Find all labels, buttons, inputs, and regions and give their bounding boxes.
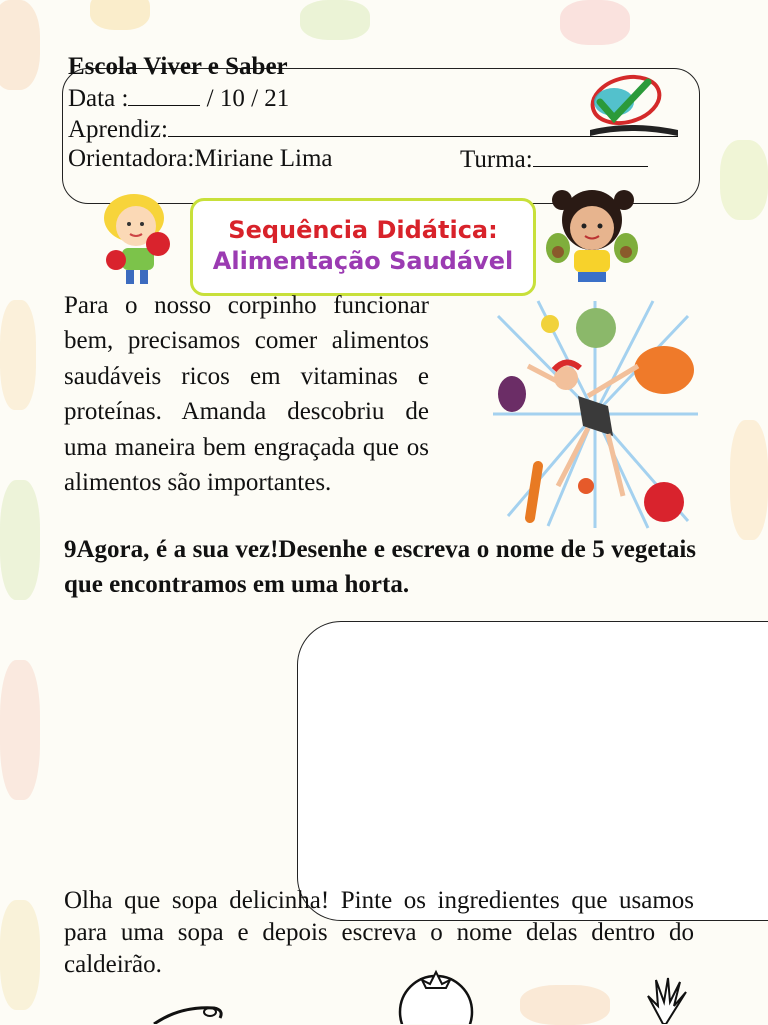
title-box xyxy=(190,198,536,296)
girl-avocado-illustration xyxy=(540,186,644,286)
bg-decoration xyxy=(0,0,40,90)
bg-decoration xyxy=(0,900,40,1010)
title-line1: Sequência Didática: xyxy=(228,216,498,244)
boy-apple-illustration xyxy=(98,192,180,290)
date-label: Data : xyxy=(68,85,129,112)
date-line xyxy=(68,83,289,114)
school-logo-icon xyxy=(580,68,684,152)
title-line2: Alimentação Saudável xyxy=(212,247,514,275)
bg-decoration xyxy=(90,0,150,30)
class-label: Turma: xyxy=(460,146,533,173)
task-instruction: 9Agora, é a sua vez!Desenhe e escreva o nome de 5 vegetais que encontramos em uma horta. xyxy=(64,536,696,598)
bg-decoration xyxy=(720,140,768,220)
intro-paragraph: Para o nosso corpinho funcionar bem, precisamos comer alimentos saudáveis ricos em vitaminas e proteínas. Amanda descobriu de uma maneira bem engraçada que os alimentos são importantes. xyxy=(64,292,429,497)
soup-instruction: Olha que sopa delicinha! Pinte os ingredientes que usamos para uma sopa e depois escreva o nome delas dentro do caldeirão. xyxy=(64,887,694,978)
bg-decoration xyxy=(300,0,370,40)
pineapple-outline-icon xyxy=(628,976,698,1024)
learner-label: Aprendiz: xyxy=(68,116,168,143)
carrot-outline-icon xyxy=(150,1000,230,1024)
date-suffix: / 10 / 21 xyxy=(206,85,290,112)
bg-decoration xyxy=(0,300,36,410)
drawing-area[interactable] xyxy=(297,621,768,921)
bg-decoration xyxy=(560,0,630,45)
bg-decoration xyxy=(0,660,40,800)
bg-decoration xyxy=(0,480,40,600)
date-day-blank[interactable] xyxy=(128,83,200,106)
teacher-label: Orientadora: xyxy=(68,145,195,172)
tomato-outline-icon xyxy=(396,966,476,1024)
teacher-name: Miriane Lima xyxy=(194,145,333,172)
girl-vegetables-illustration xyxy=(488,296,702,532)
school-name: Escola Viver e Saber xyxy=(68,53,288,80)
bg-decoration xyxy=(730,420,768,540)
teacher-line xyxy=(68,144,333,174)
bg-decoration xyxy=(520,985,610,1025)
